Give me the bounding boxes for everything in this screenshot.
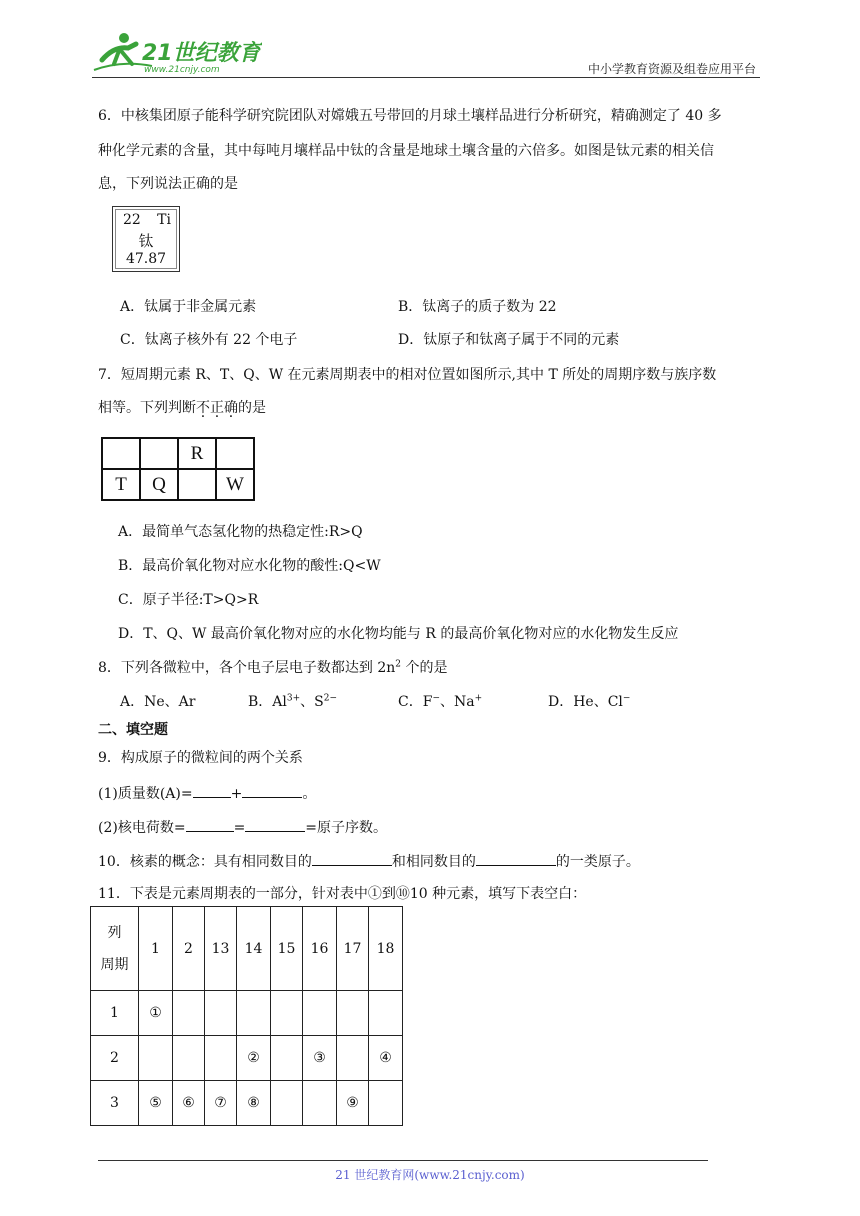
column-header: 2: [173, 907, 205, 991]
q11-stem: 11．下表是元素周期表的一部分，针对表中①到⑩10 种元素，填写下表空白：: [98, 886, 587, 902]
q6-option-c: C．钛离子核外有 22 个电子: [120, 332, 298, 348]
section-title: 二、填空题: [98, 722, 168, 738]
atomic-number: 22: [123, 212, 141, 228]
page-header: [92, 30, 760, 80]
header-platform-name: 中小学教育资源及组卷应用平台: [587, 62, 756, 76]
grid-cell: Q: [140, 469, 178, 500]
element-cell: ⑧: [237, 1081, 271, 1126]
titanium-element-card: [112, 206, 180, 272]
q7-option-b: B．最高价氧化物对应水化物的酸性:Q<W: [118, 558, 381, 574]
column-header: 16: [303, 907, 337, 991]
q8-option-c: C．F−、Na+: [398, 693, 483, 710]
grid-cell: [140, 438, 178, 469]
element-cell: [271, 991, 303, 1036]
column-header: 15: [271, 907, 303, 991]
element-name: 钛: [138, 232, 154, 250]
q6-option-d: D．钛原子和钛离子属于不同的元素: [398, 332, 620, 348]
answer-blank[interactable]: [245, 816, 305, 832]
relative-position-table: [101, 437, 255, 501]
footer-text: 21 世纪教育网(www.21cnjy.com): [335, 1168, 525, 1182]
grid-cell: [216, 438, 254, 469]
element-cell: [237, 991, 271, 1036]
grid-cell: R: [178, 438, 216, 469]
grid-cell: [102, 438, 140, 469]
answer-blank[interactable]: [242, 782, 302, 798]
grid-cell: T: [102, 469, 140, 500]
logo-text: 21世纪教育: [142, 41, 261, 66]
element-cell: ③: [303, 1036, 337, 1081]
period-cell: 2: [91, 1036, 139, 1081]
element-cell: [369, 1081, 403, 1126]
corner-header-cell: 列 周期: [91, 907, 139, 991]
element-cell: ⑥: [173, 1081, 205, 1126]
element-cell: [337, 1036, 369, 1081]
periodic-table-fragment: [90, 906, 403, 1126]
q7-option-a: A．最简单气态氢化物的热稳定性:R>Q: [118, 524, 363, 540]
element-cell: [369, 991, 403, 1036]
element-cell: ①: [139, 991, 173, 1036]
q7-line1: 7．短周期元素 R、T、Q、W 在元素周期表中的相对位置如图所示,其中 T 所处的周期序数与族序数: [98, 367, 717, 383]
logo-url: www.21cnjy.com: [144, 65, 220, 75]
element-cell: [303, 1081, 337, 1126]
q7-option-c: C．原子半径:T>Q>R: [118, 592, 259, 608]
period-cell: 3: [91, 1081, 139, 1126]
element-cell: [271, 1081, 303, 1126]
q8-option-b: B．$Al^{3+}$、$S^{2-}$: [248, 693, 338, 710]
element-cell: [303, 991, 337, 1036]
answer-blank[interactable]: [193, 782, 231, 798]
q9-part1: (1)质量数(A)= + 。: [98, 782, 316, 804]
header-divider: [92, 77, 760, 78]
element-cell: ⑦: [205, 1081, 237, 1126]
element-cell: [173, 1036, 205, 1081]
element-cell: ⑨: [337, 1081, 369, 1126]
answer-blank[interactable]: [312, 850, 392, 866]
column-header: 17: [337, 907, 369, 991]
element-cell: [139, 1036, 173, 1081]
q9-stem: 9．构成原子的微粒间的两个关系: [98, 750, 303, 766]
element-symbol: Ti: [157, 212, 171, 228]
q8-option-a: A．Ne、Ar: [120, 694, 196, 710]
emphasis-char: 确: [224, 400, 238, 416]
q7-option-d: D．T、Q、W 最高价氧化物对应的水化物均能与 R 的最高价氧化物对应的水化物发生反应: [118, 626, 679, 642]
element-cell: [205, 991, 237, 1036]
column-header: 18: [369, 907, 403, 991]
element-cell: [337, 991, 369, 1036]
element-cell: [205, 1036, 237, 1081]
atomic-mass: 47.87: [125, 251, 167, 267]
table-row: [91, 1036, 403, 1081]
logo-21cnjy: [92, 30, 262, 76]
q6-line1: 6．中核集团原子能科学研究院团队对嫦娥五号带回的月球土壤样品进行分析研究，精确测定了 40 多: [98, 108, 722, 124]
emphasis-char: 不: [196, 400, 210, 416]
answer-blank[interactable]: [476, 850, 556, 866]
period-cell: 1: [91, 991, 139, 1036]
element-cell: ⑤: [139, 1081, 173, 1126]
footer-divider: [98, 1160, 708, 1161]
q10-stem: 10．核素的概念：具有相同数目的 和相同数目的 的一类原子。: [98, 850, 640, 872]
column-header: 14: [237, 907, 271, 991]
q9-part2: (2)核电荷数= = =原子序数。: [98, 816, 387, 838]
element-cell: ④: [369, 1036, 403, 1081]
element-cell: [173, 991, 205, 1036]
grid-cell: W: [216, 469, 254, 500]
q8-stem: 8．下列各微粒中，各个电子层电子数都达到 $2n^2$ 个的是: [98, 659, 448, 676]
q7-line2: 相等。下列判断不正确的是: [98, 400, 266, 416]
table-row: [91, 1081, 403, 1126]
q6-line3: 息，下列说法正确的是: [98, 176, 238, 192]
q6-option-b: B．钛离子的质子数为 22: [398, 299, 557, 315]
table-row: [91, 991, 403, 1036]
q6-option-a: A．钛属于非金属元素: [120, 299, 257, 315]
element-cell: ②: [237, 1036, 271, 1081]
answer-blank[interactable]: [186, 816, 234, 832]
emphasis-char: 正: [210, 400, 224, 416]
column-header: 13: [205, 907, 237, 991]
q6-line2: 种化学元素的含量，其中每吨月壤样品中钛的含量是地球土壤含量的六倍多。如图是钛元素的相关信: [98, 143, 714, 159]
grid-cell: [178, 469, 216, 500]
q8-option-d: D．He、Cl−: [548, 693, 631, 710]
column-header: 1: [139, 907, 173, 991]
element-cell: [271, 1036, 303, 1081]
